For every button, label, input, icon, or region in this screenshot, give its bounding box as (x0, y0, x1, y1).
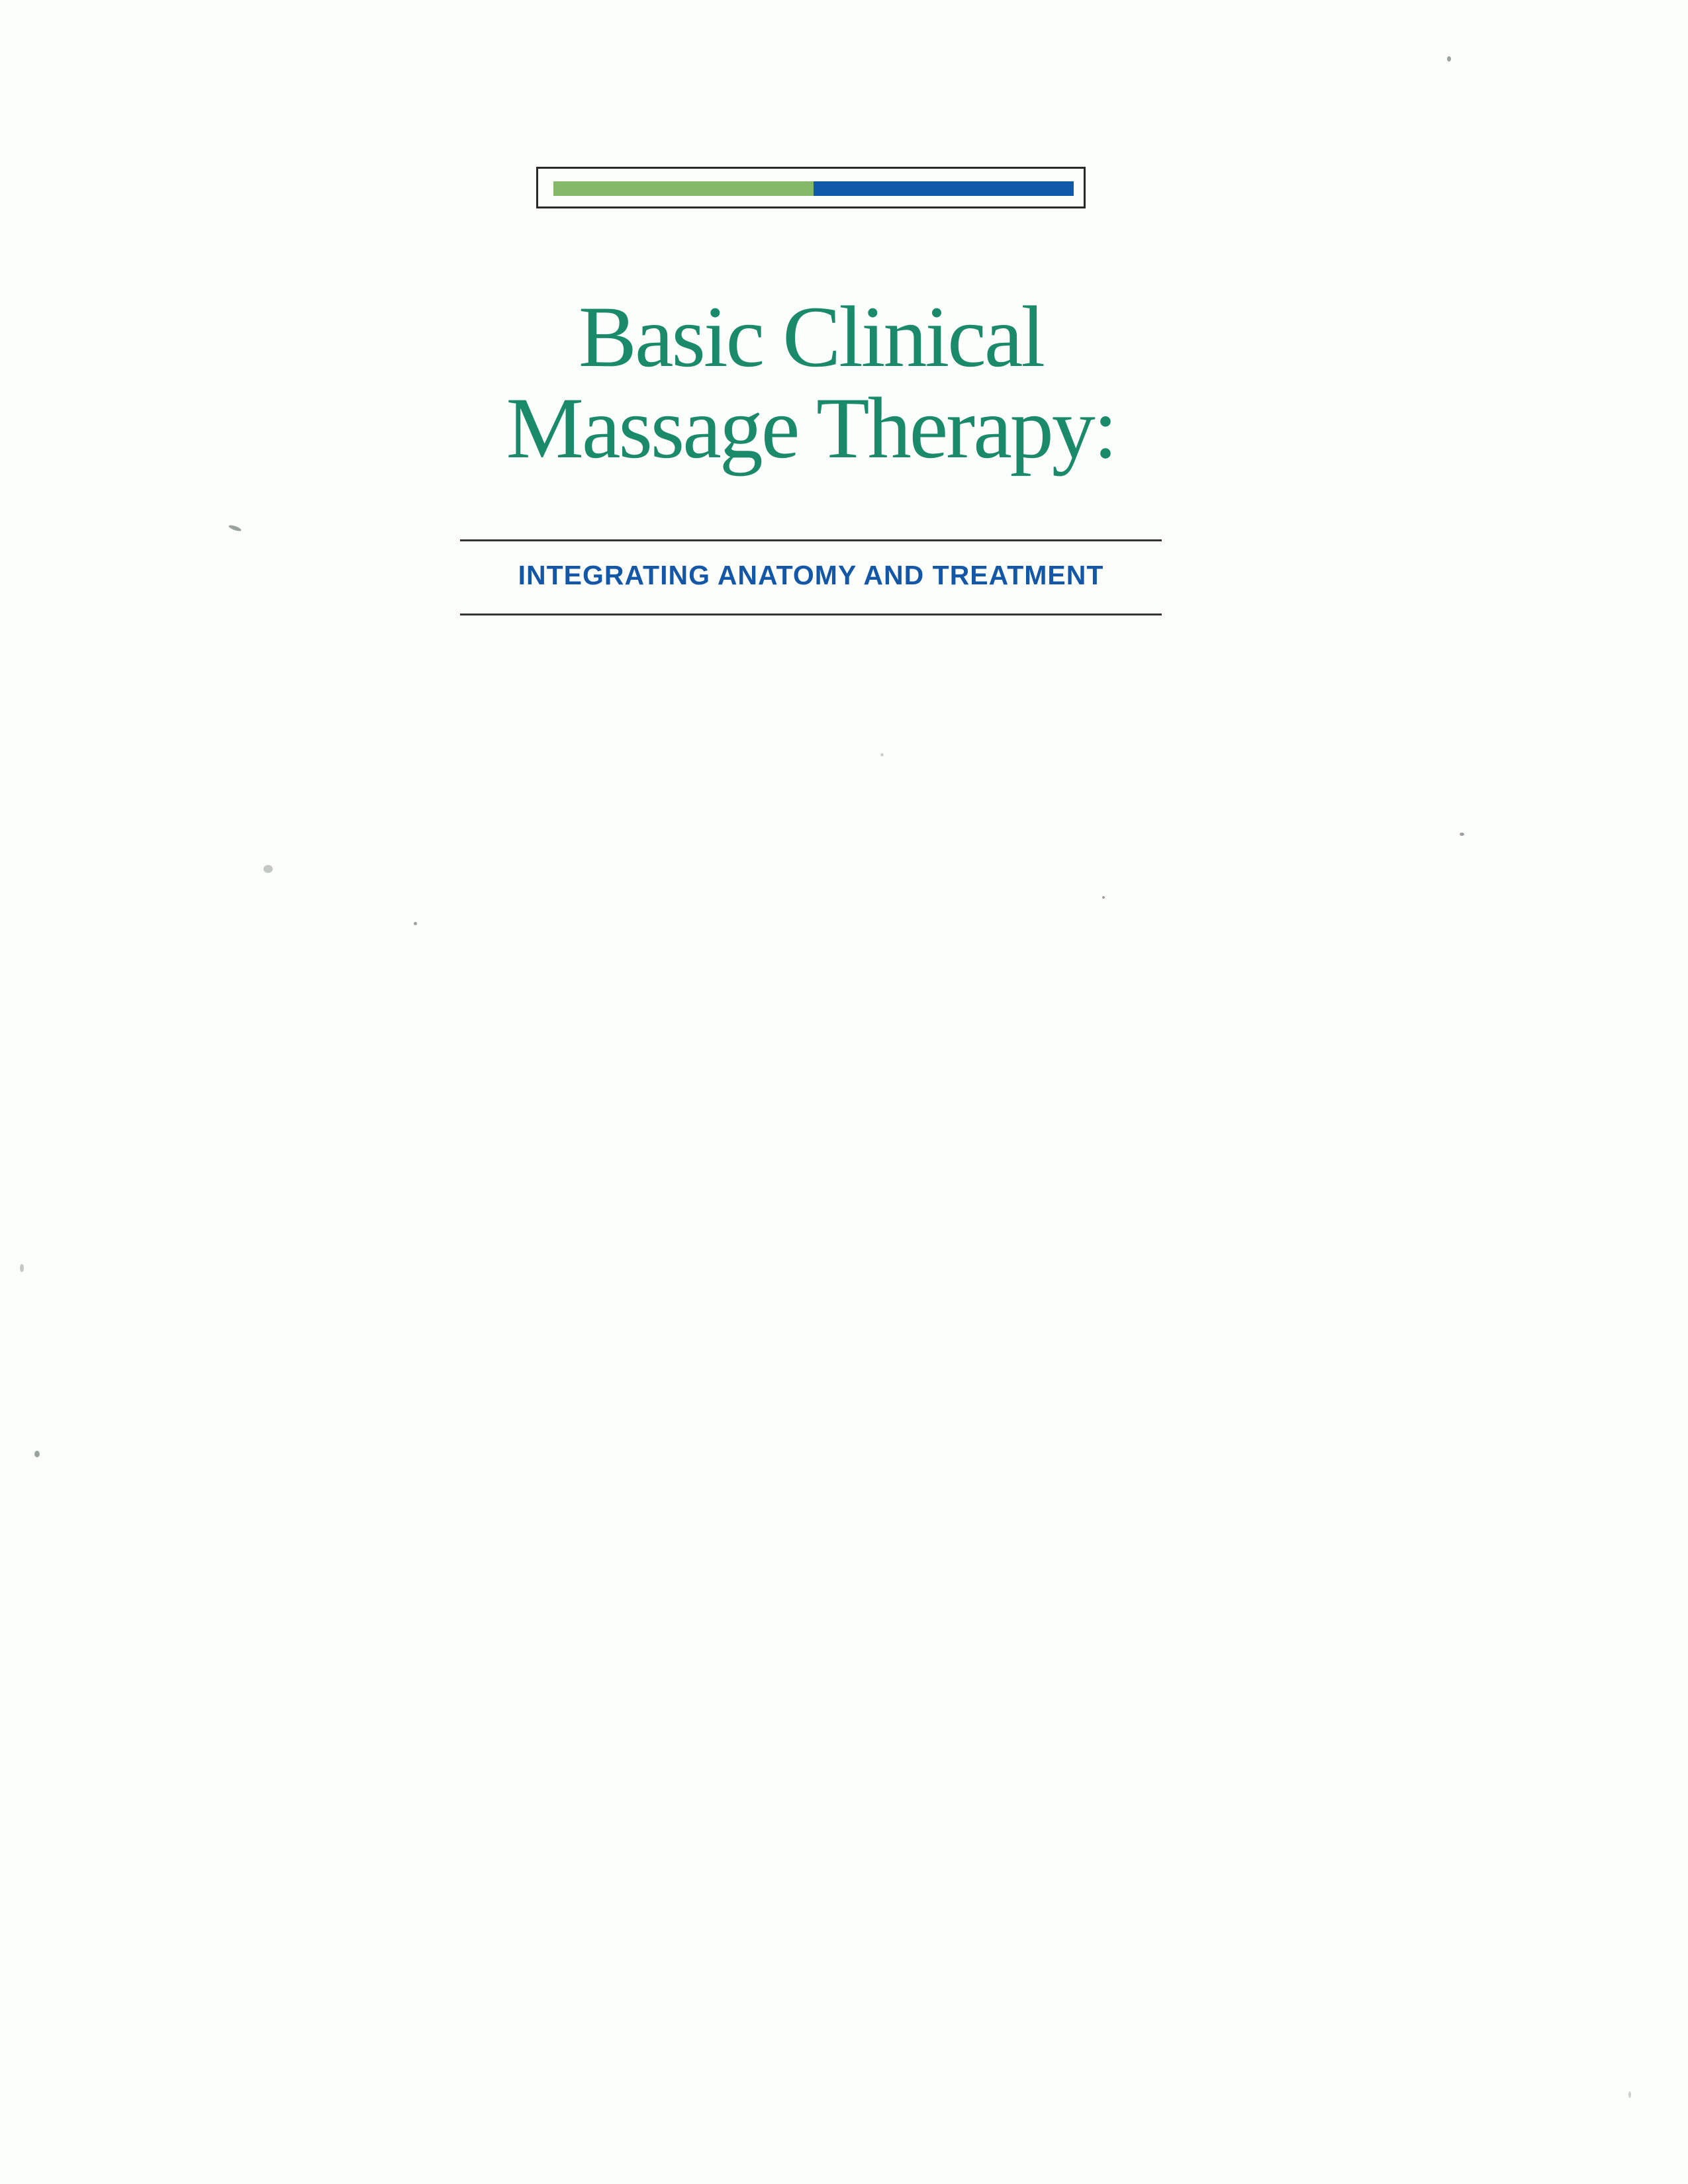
blue-bar-segment (814, 181, 1074, 196)
book-title (397, 288, 1225, 477)
decorative-color-bar (536, 167, 1086, 208)
green-bar-segment (553, 181, 814, 196)
title-line-2: Massage Therapy: (506, 379, 1116, 477)
scan-speck (34, 1451, 40, 1457)
scan-speck (1628, 2091, 1631, 2098)
scan-speck (228, 524, 242, 532)
scan-speck (1460, 833, 1464, 836)
scan-speck (1447, 56, 1451, 62)
scan-speck (414, 922, 417, 925)
book-subtitle: INTEGRATING ANATOMY AND TREATMENT (518, 560, 1104, 590)
subtitle-bottom-rule (460, 614, 1162, 615)
subtitle-top-rule (460, 539, 1162, 541)
title-line-1: Basic Clinical (578, 288, 1044, 385)
scan-speck (1102, 896, 1105, 899)
scan-speck (880, 753, 884, 756)
scan-speck (263, 865, 273, 873)
scan-speck (20, 1264, 24, 1272)
